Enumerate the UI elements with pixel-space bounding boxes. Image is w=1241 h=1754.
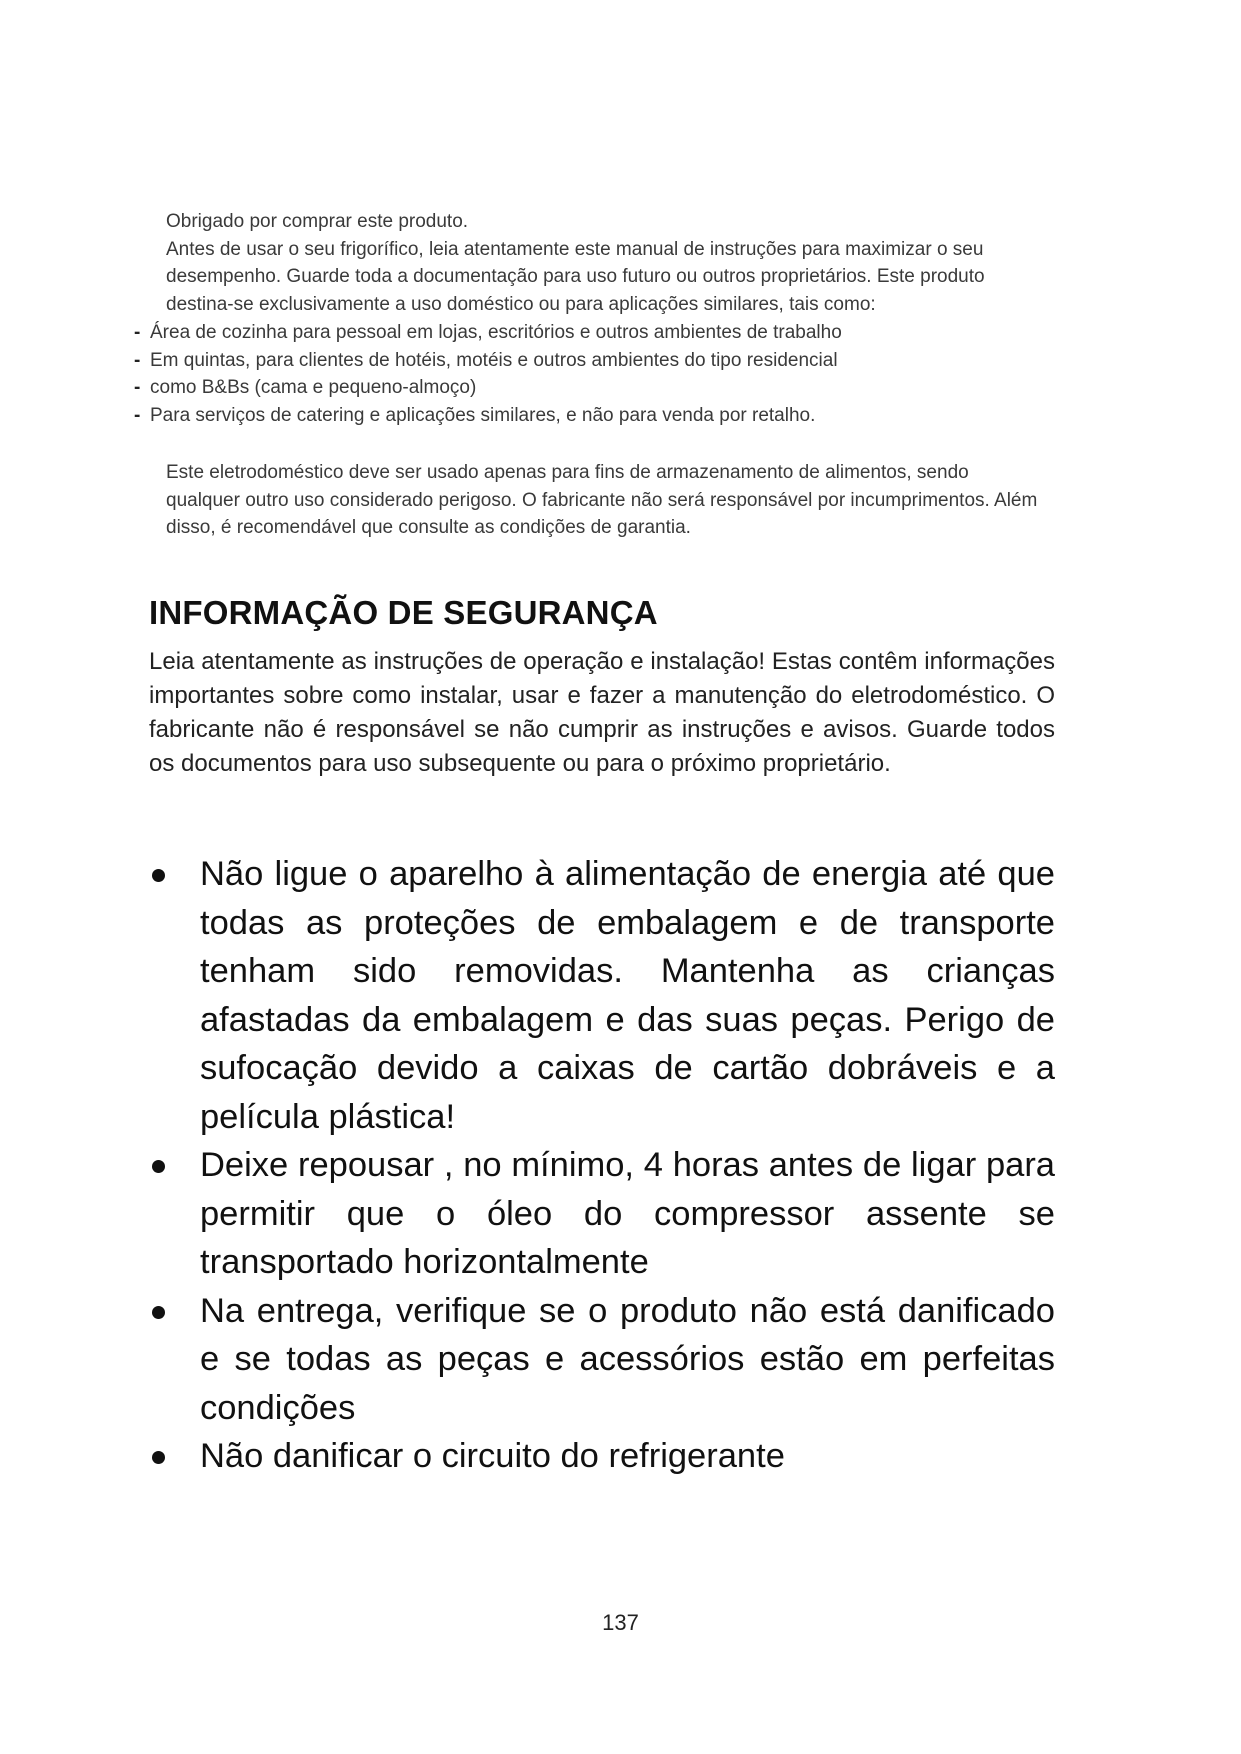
bullet-dot-icon bbox=[152, 1306, 165, 1319]
dash-marker: - bbox=[134, 377, 141, 398]
page-number: 137 bbox=[602, 1610, 639, 1635]
safety-bullet-item bbox=[150, 1287, 1055, 1433]
usage-list-text: Em quintas, para clientes de hotéis, motéis e outros ambientes do tipo residencial bbox=[150, 349, 838, 371]
intro-paragraph: Antes de usar o seu frigorífico, leia atentamente este manual de instruções para maximizar o seu desempenho. Guarde toda a documentação para uso futuro ou outros proprietários. Este produto destina-se exclusivamente a uso doméstico ou para aplicações similares, tais como: bbox=[166, 238, 985, 315]
usage-list-text: Área de cozinha para pessoal em lojas, escritórios e outros ambientes de trabalho bbox=[150, 322, 842, 343]
bullet-dot-icon bbox=[152, 1160, 165, 1173]
safety-bullet-list bbox=[150, 850, 1055, 1481]
bullet-dot-icon bbox=[152, 1451, 165, 1464]
usage-list bbox=[134, 319, 1034, 429]
safety-bullet-item bbox=[150, 1141, 1055, 1287]
usage-list-item bbox=[134, 347, 1034, 375]
intro-block bbox=[166, 208, 1046, 318]
safety-bullet-text: Deixe repousar , no mínimo, 4 horas antes de ligar para permitir que o óleo do compressor assente se transportado horizontalmente bbox=[200, 1146, 1055, 1281]
safety-bullet-text: Não danificar o circuito do refrigerante bbox=[200, 1437, 785, 1475]
usage-list-item bbox=[134, 319, 1034, 347]
safety-bullet-item bbox=[150, 1432, 1055, 1481]
usage-list-text: como B&Bs (cama e pequeno-almoço) bbox=[150, 377, 477, 398]
usage-list-item bbox=[134, 374, 1034, 402]
intro-disclaimer: Este eletrodoméstico deve ser usado apenas para fins de armazenamento de alimentos, sendo qualquer outro uso considerado perigoso. O fabricante não será responsável por incumprimentos. Além disso, é recomendável que consulte as condições de garantia. bbox=[166, 462, 1038, 538]
section-title: INFORMAÇÃO DE SEGURANÇA bbox=[149, 594, 658, 631]
dash-marker: - bbox=[134, 322, 141, 343]
safety-intro-paragraph: Leia atentamente as instruções de operação e instalação! Estas contêm informações importantes sobre como instalar, usar e fazer a manutenção do eletrodoméstico. O fabricante não é responsável se não cumprir as instruções e avisos. Guarde todos os documentos para uso subsequente ou para o próximo proprietário. bbox=[149, 648, 1055, 777]
usage-list-item bbox=[134, 402, 1034, 430]
safety-bullet-text: Não ligue o aparelho à alimentação de energia até que todas as proteções de embalagem e de transporte tenham sido removidas. Mantenha as crianças afastadas da embalagem e das suas peças. Perigo de sufocação devido a caixas de cartão dobráveis e a película plástica! bbox=[200, 855, 1055, 1136]
dash-marker: - bbox=[134, 404, 141, 426]
intro-thanks: Obrigado por comprar este produto. bbox=[166, 211, 469, 232]
bullet-dot-icon bbox=[152, 869, 165, 882]
safety-bullet-text: Na entrega, verifique se o produto não está danificado e se todas as peças e acessórios estão em perfeitas condições bbox=[200, 1291, 1055, 1427]
dash-marker: - bbox=[134, 349, 141, 371]
safety-bullet-item bbox=[150, 850, 1055, 1141]
usage-list-text: Para serviços de catering e aplicações similares, e não para venda por retalho. bbox=[150, 404, 816, 426]
